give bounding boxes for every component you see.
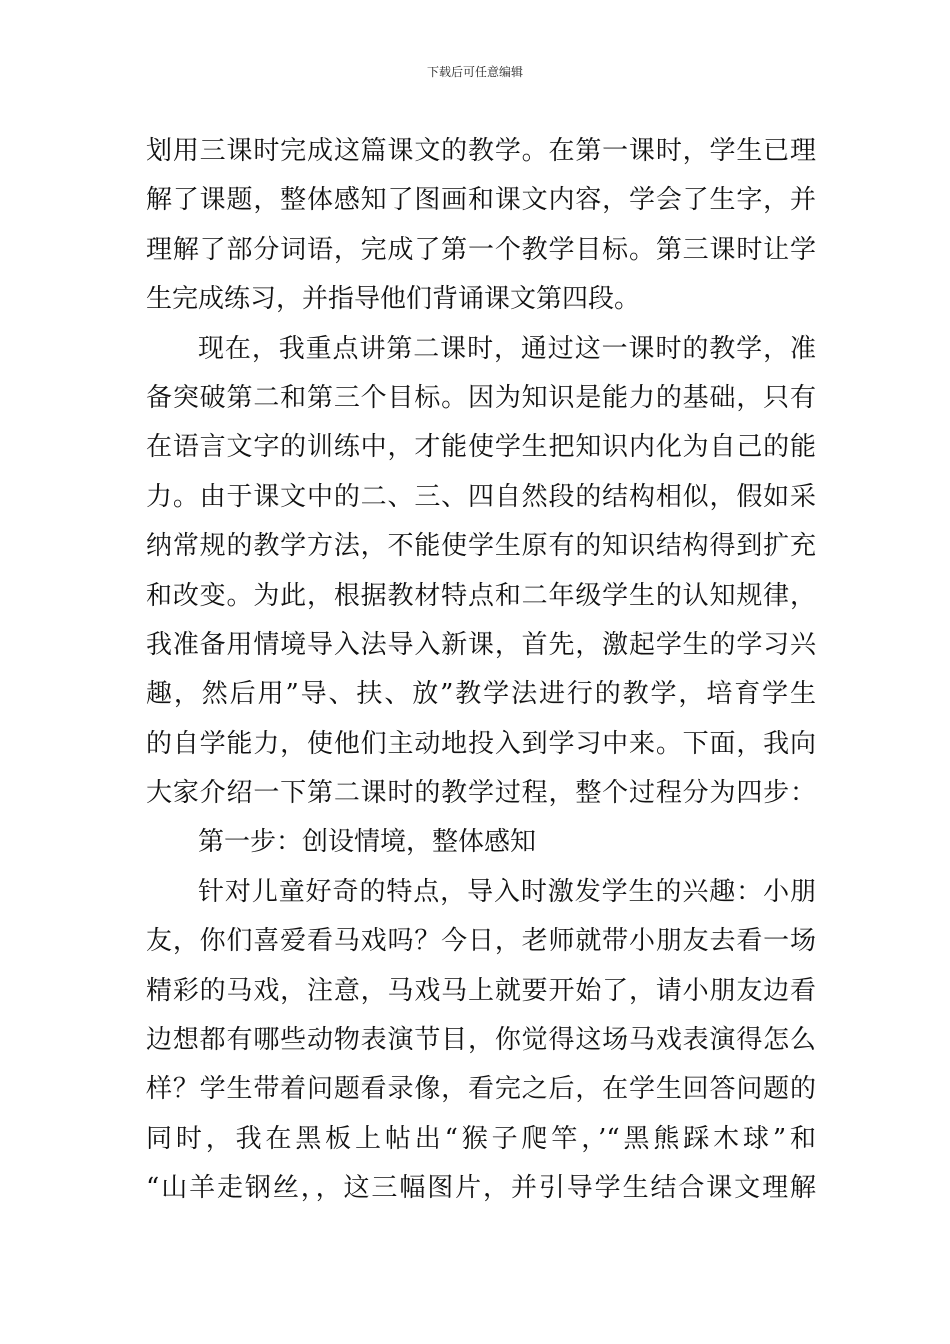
text-line: 解了课题，整体感知了图画和课文内容，学会了生字，并 bbox=[146, 185, 816, 216]
text-line: 精彩的马戏，注意，马戏马上就要开始了，请小朋友边看 bbox=[146, 975, 816, 1006]
text-line: 现在，我重点讲第二课时，通过这一课时的教学，准 bbox=[198, 333, 816, 364]
text-line: 备突破第二和第三个目标。因为知识是能力的基础，只有 bbox=[146, 382, 816, 413]
text-line: 样？学生带着问题看录像，看完之后，在学生回答问题的 bbox=[146, 1074, 816, 1105]
text-line: 趣，然后用”导、扶、放”教学法进行的教学，培育学生 bbox=[146, 679, 816, 710]
text-line: 理解了部分词语，完成了第一个教学目标。第三课时让学 bbox=[146, 234, 816, 265]
text-line: 针对儿童好奇的特点，导入时激发学生的兴趣：小朋 bbox=[198, 876, 816, 907]
text-line: 力。由于课文中的二、三、四自然段的结构相似，假如采 bbox=[146, 481, 816, 512]
text-line: 生完成练习，并指导他们背诵课文第四段。 bbox=[146, 284, 641, 315]
text-line: 同时，我在黑板上帖出“猴子爬竿，’“黑熊踩木球”和 bbox=[146, 1123, 816, 1154]
text-line: 和改变。为此，根据教材特点和二年级学生的认知规律， bbox=[146, 580, 816, 611]
body-text bbox=[146, 127, 816, 1214]
text-line: 边想都有哪些动物表演节目，你觉得这场马戏表演得怎么 bbox=[146, 1025, 816, 1056]
text-line: 的自学能力，使他们主动地投入到学习中来。下面，我向 bbox=[146, 728, 816, 759]
page-header: 下载后可任意编辑 bbox=[426, 65, 523, 79]
text-line: 纳常规的教学方法，不能使学生原有的知识结构得到扩充 bbox=[146, 531, 816, 562]
text-line: “山羊走钢丝，，这三幅图片，并引导学生结合课文理解 bbox=[146, 1173, 816, 1204]
text-line: 在语言文字的训练中，才能使学生把知识内化为自己的能 bbox=[146, 432, 816, 463]
text-line: 我准备用情境导入法导入新课，首先，激起学生的学习兴 bbox=[146, 629, 816, 660]
text-line: 友，你们喜爱看马戏吗？今日，老师就带小朋友去看一场 bbox=[146, 926, 816, 957]
text-line: 第一步：创设情境，整体感知 bbox=[198, 827, 537, 858]
text-line: 划用三课时完成这篇课文的教学。在第一课时，学生已理 bbox=[146, 136, 816, 166]
text-line: 大家介绍一下第二课时的教学过程，整个过程分为四步： bbox=[146, 778, 816, 809]
